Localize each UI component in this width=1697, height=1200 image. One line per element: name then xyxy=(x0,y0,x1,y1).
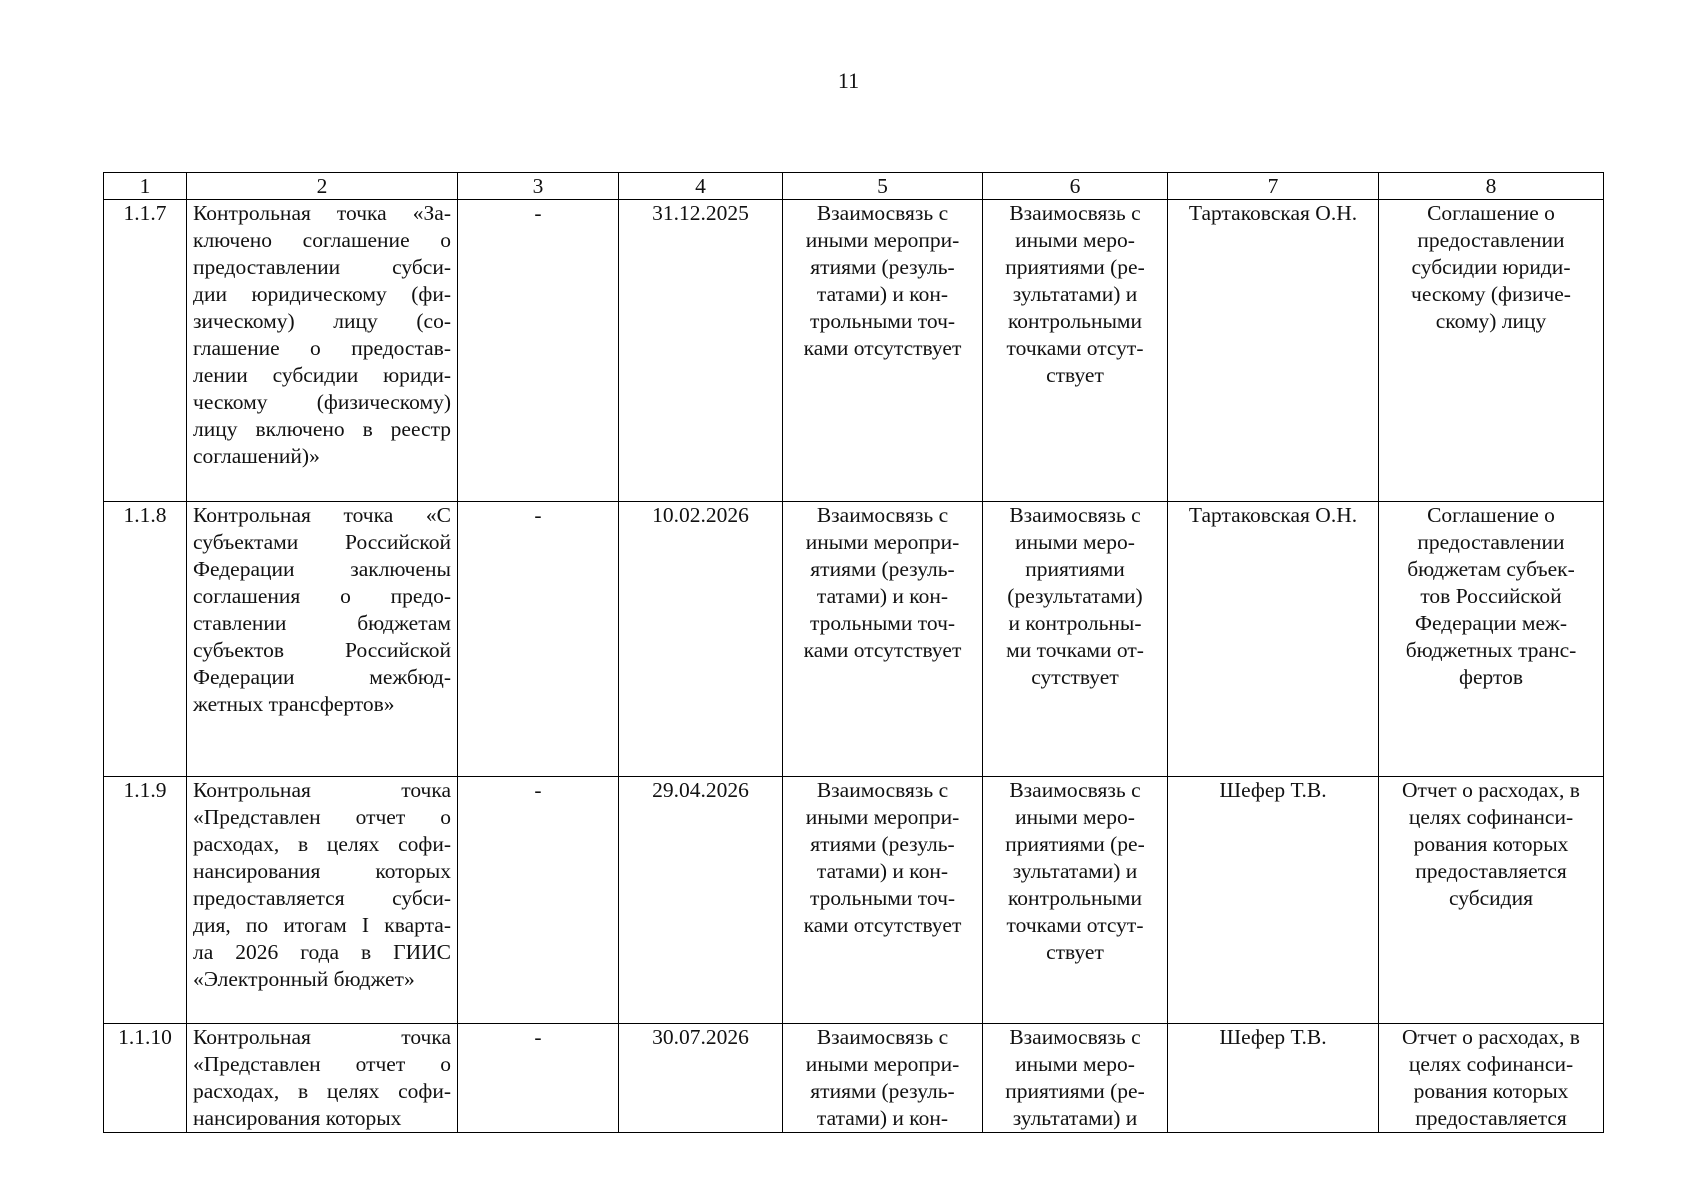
text-line: Контрольная точка xyxy=(193,778,451,802)
text-line: иными меро- xyxy=(1015,530,1135,554)
result-document xyxy=(1379,777,1604,1024)
relation-column-5 xyxy=(783,502,983,777)
text-line: жетных трансфертов» xyxy=(193,692,395,716)
text-line: иными меропри- xyxy=(805,805,960,829)
text-line: и контрольны- xyxy=(1008,611,1142,635)
text-line: предоставляется xyxy=(1415,859,1567,883)
text-line: сутствует xyxy=(1031,665,1119,689)
due-date: 29.04.2026 xyxy=(619,777,783,1024)
text-line: субъектами Российской xyxy=(193,530,451,554)
due-date: 30.07.2026 xyxy=(619,1024,783,1133)
text-line: ствует xyxy=(1046,940,1104,964)
row-number: 1.1.7 xyxy=(104,200,187,502)
due-date: 31.12.2025 xyxy=(619,200,783,502)
text-line: ми точками от- xyxy=(1006,638,1144,662)
text-line: зическому) лицу (со- xyxy=(193,309,451,333)
text-line: предоставляется xyxy=(1415,1106,1567,1130)
text-line: Взаимосвязь с xyxy=(816,778,949,802)
control-point-description xyxy=(187,777,458,1024)
text-line: ческому (физиче- xyxy=(1411,282,1571,306)
text-line: Взаимосвязь с xyxy=(1009,1025,1141,1049)
result-document xyxy=(1379,502,1604,777)
text-line: иными меро- xyxy=(1015,805,1135,829)
text-line: точками отсут- xyxy=(1006,336,1144,360)
page-number: 11 xyxy=(837,68,860,93)
text-line: приятиями (ре- xyxy=(1005,832,1145,856)
text-line: Федерации заключены xyxy=(193,557,451,581)
text-line: иными меропри- xyxy=(805,530,960,554)
text-line: «Электронный бюджет» xyxy=(193,967,415,991)
text-line: Взаимосвязь с xyxy=(1009,778,1141,802)
text-line: Контрольная точка «С xyxy=(193,503,451,527)
text-line: рования которых xyxy=(1413,1079,1569,1103)
table-row xyxy=(104,502,1604,777)
table-row xyxy=(104,1024,1604,1133)
text-line: целях софинанси- xyxy=(1408,805,1574,829)
relation-column-6 xyxy=(983,200,1168,502)
text-line: (результатами) xyxy=(1007,584,1143,608)
control-point-description xyxy=(187,200,458,502)
text-line: контрольными xyxy=(1007,886,1143,910)
text-line: предоставлении xyxy=(1417,228,1565,252)
header-cell: 2 xyxy=(187,173,458,200)
relation-column-6 xyxy=(983,777,1168,1024)
text-line: глашение о предостав- xyxy=(193,336,451,360)
text-line: Отчет о расходах, в xyxy=(1402,1025,1580,1049)
text-line: трольными точ- xyxy=(809,886,956,910)
text-line: Взаимосвязь с xyxy=(816,201,949,225)
text-line: предоставлении субси- xyxy=(193,255,451,279)
responsible-person: Тартаковская О.Н. xyxy=(1168,200,1379,502)
responsible-person: Шефер Т.В. xyxy=(1168,1024,1379,1133)
text-line: «Представлен отчет о xyxy=(193,1052,451,1076)
row-number: 1.1.8 xyxy=(104,502,187,777)
text-line: расходах, в целях софи- xyxy=(193,832,451,856)
text-line: иными меро- xyxy=(1015,228,1135,252)
header-cell: 7 xyxy=(1168,173,1379,200)
text-line: ческому (физическому) xyxy=(193,390,451,414)
text-line: татами) и кон- xyxy=(816,1106,949,1130)
text-line: Соглашение о xyxy=(1427,201,1555,225)
responsible-person: Тартаковская О.Н. xyxy=(1168,502,1379,777)
due-date: 10.02.2026 xyxy=(619,502,783,777)
text-line: ствует xyxy=(1046,363,1104,387)
control-points-table xyxy=(103,172,1604,1133)
responsible-person: Шефер Т.В. xyxy=(1168,777,1379,1024)
text-line: Взаимосвязь с xyxy=(1009,201,1141,225)
header-cell: 4 xyxy=(619,173,783,200)
text-line: ками отсутствует xyxy=(803,336,962,360)
text-line: фертов xyxy=(1459,665,1523,689)
text-line: Отчет о расходах, в xyxy=(1402,778,1580,802)
result-document xyxy=(1379,1024,1604,1133)
header-cell: 5 xyxy=(783,173,983,200)
column-3-value: - xyxy=(458,502,619,777)
text-line: ками отсутствует xyxy=(803,913,962,937)
text-line: ключено соглашение о xyxy=(193,228,451,252)
text-line: предоставляется субси- xyxy=(193,886,451,910)
control-point-description xyxy=(187,502,458,777)
text-line: контрольными xyxy=(1007,309,1143,333)
text-line: приятиями xyxy=(1025,557,1125,581)
text-line: ятиями (резуль- xyxy=(810,255,955,279)
text-line: дии юридическому (фи- xyxy=(193,282,451,306)
text-line: соглашений)» xyxy=(193,444,320,468)
text-line: Соглашение о xyxy=(1427,503,1555,527)
text-line: Федерации меж- xyxy=(1414,611,1568,635)
row-number: 1.1.9 xyxy=(104,777,187,1024)
text-line: дия, по итогам I кварта- xyxy=(193,913,451,937)
table-row xyxy=(104,200,1604,502)
column-3-value: - xyxy=(458,1024,619,1133)
text-line: лицу включено в реестр xyxy=(193,417,451,441)
text-line: точками отсут- xyxy=(1006,913,1144,937)
text-line: иными меропри- xyxy=(805,228,960,252)
text-line: Федерации межбюд- xyxy=(193,665,451,689)
relation-column-5 xyxy=(783,777,983,1024)
text-line: тов Российской xyxy=(1420,584,1562,608)
column-3-value: - xyxy=(458,777,619,1024)
text-line: бюджетных транс- xyxy=(1405,638,1577,662)
text-line: соглашения о предо- xyxy=(193,584,451,608)
text-line: трольными точ- xyxy=(809,611,956,635)
text-line: скому) лицу xyxy=(1435,309,1547,333)
header-row xyxy=(104,173,1604,200)
control-point-description xyxy=(187,1024,458,1133)
row-number: 1.1.10 xyxy=(104,1024,187,1133)
text-line: «Представлен отчет о xyxy=(193,805,451,829)
text-line: предоставлении xyxy=(1417,530,1565,554)
result-document xyxy=(1379,200,1604,502)
text-line: татами) и кон- xyxy=(816,282,949,306)
text-line: зультатами) и xyxy=(1012,859,1138,883)
text-line: приятиями (ре- xyxy=(1005,1079,1145,1103)
relation-column-5 xyxy=(783,200,983,502)
text-line: Контрольная точка «За- xyxy=(193,201,451,225)
text-line: нансирования которых xyxy=(193,1106,402,1130)
text-line: лении субсидии юриди- xyxy=(193,363,451,387)
text-line: татами) и кон- xyxy=(816,859,949,883)
table-row xyxy=(104,777,1604,1024)
relation-column-6 xyxy=(983,1024,1168,1133)
text-line: субсидия xyxy=(1448,886,1534,910)
text-line: субъектов Российской xyxy=(193,638,451,662)
text-line: зультатами) и xyxy=(1012,282,1138,306)
text-line: нансирования которых xyxy=(193,859,451,883)
header-cell: 8 xyxy=(1379,173,1604,200)
text-line: Контрольная точка xyxy=(193,1025,451,1049)
relation-column-6 xyxy=(983,502,1168,777)
text-line: татами) и кон- xyxy=(816,584,949,608)
text-line: субсидии юриди- xyxy=(1411,255,1571,279)
text-line: ла 2026 года в ГИИС xyxy=(193,940,451,964)
text-line: ставлении бюджетам xyxy=(193,611,451,635)
header-cell: 1 xyxy=(104,173,187,200)
text-line: зультатами) и xyxy=(1012,1106,1138,1130)
text-line: ятиями (резуль- xyxy=(810,557,955,581)
text-line: приятиями (ре- xyxy=(1005,255,1145,279)
column-3-value: - xyxy=(458,200,619,502)
text-line: Взаимосвязь с xyxy=(816,1025,949,1049)
text-line: рования которых xyxy=(1413,832,1569,856)
text-line: ятиями (резуль- xyxy=(810,832,955,856)
text-line: иными меропри- xyxy=(805,1052,960,1076)
text-line: расходах, в целях софи- xyxy=(193,1079,451,1103)
text-line: ками отсутствует xyxy=(803,638,962,662)
header-cell: 3 xyxy=(458,173,619,200)
text-line: иными меро- xyxy=(1015,1052,1135,1076)
text-line: Взаимосвязь с xyxy=(816,503,949,527)
relation-column-5 xyxy=(783,1024,983,1133)
header-cell: 6 xyxy=(983,173,1168,200)
text-line: ятиями (резуль- xyxy=(810,1079,955,1103)
text-line: трольными точ- xyxy=(809,309,956,333)
text-line: целях софинанси- xyxy=(1408,1052,1574,1076)
text-line: Взаимосвязь с xyxy=(1009,503,1141,527)
text-line: бюджетам субъек- xyxy=(1407,557,1575,581)
